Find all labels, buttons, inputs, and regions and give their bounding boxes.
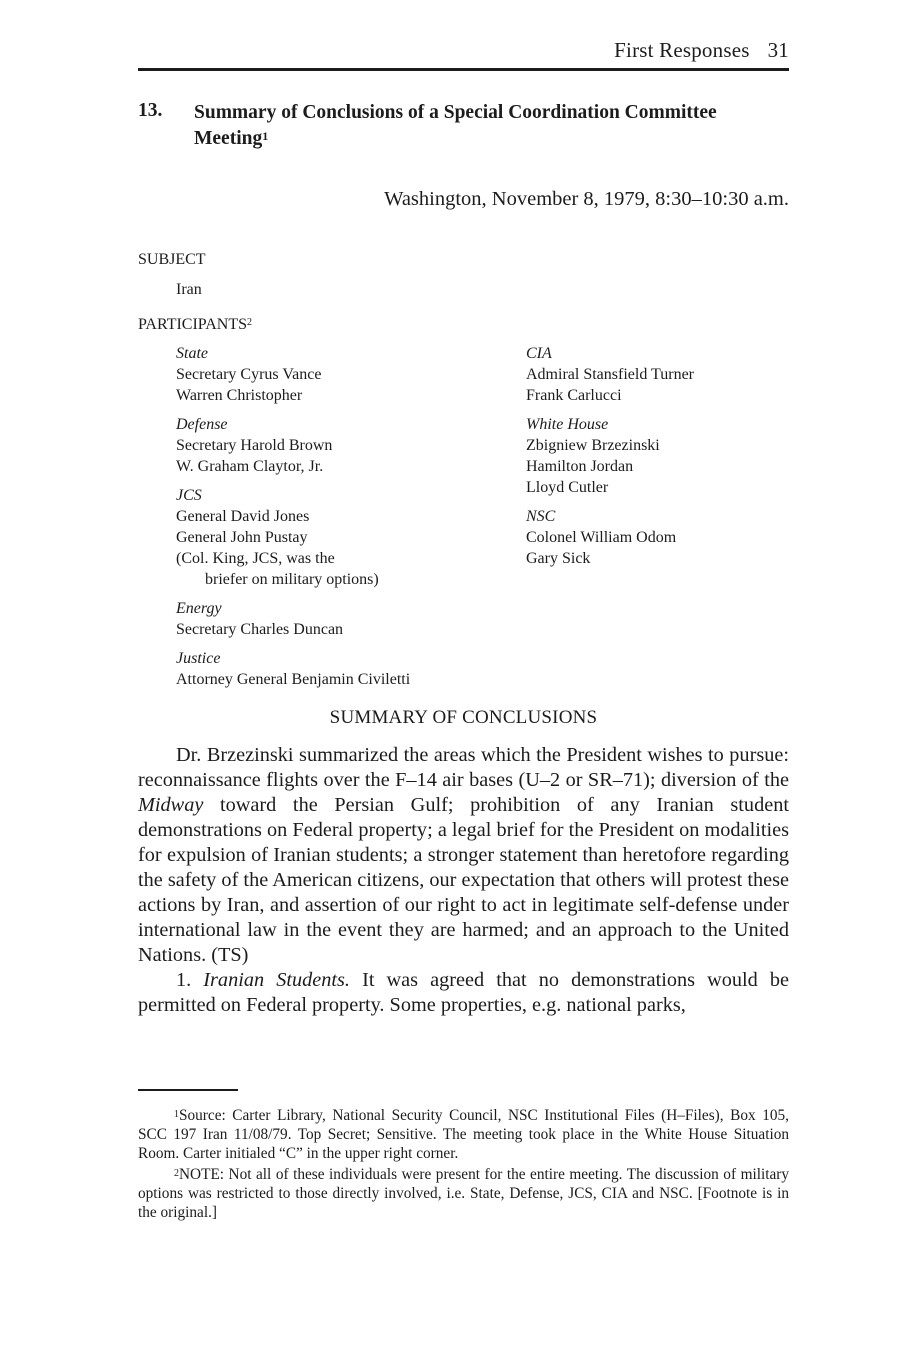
subject-value: Iran [176, 281, 202, 298]
participant-note: briefer on military options) [205, 571, 379, 588]
footnote [138, 1165, 789, 1222]
participant-group-jcs [176, 485, 506, 590]
participant-group-defense [176, 414, 506, 477]
footnote-marker: 1 [174, 1109, 179, 1120]
participants-label-text: PARTICIPANTS [138, 316, 248, 333]
document-page [138, 0, 789, 1351]
participant-group-white-house [526, 414, 789, 498]
participant-name: Lloyd Cutler [526, 479, 609, 496]
item-number: 1. [176, 969, 204, 991]
agency-label: Energy [176, 600, 222, 617]
paragraph [138, 968, 789, 1018]
participant-name: General David Jones [176, 508, 310, 525]
footnote [138, 1106, 789, 1163]
agency-label: NSC [526, 508, 556, 525]
document-title-text: Summary of Conclusions of a Special Coordination Committee Meeting [194, 102, 717, 149]
agency-label: State [176, 345, 208, 362]
participants-label [138, 314, 252, 335]
participant-name: Gary Sick [526, 550, 591, 567]
participant-name: Colonel William Odom [526, 529, 677, 546]
participant-name: Secretary Harold Brown [176, 437, 333, 454]
participant-note: (Col. King, JCS, was the [176, 550, 335, 567]
running-head-section: First Responses [614, 38, 750, 62]
participants-left-column [176, 343, 506, 698]
page-number: 31 [767, 38, 789, 62]
subject-label: SUBJECT [138, 251, 206, 268]
item-heading: Iranian Students. [203, 969, 350, 991]
participant-group-energy [176, 598, 506, 640]
document-title [194, 100, 734, 152]
paragraph-text: Dr. Brzezinski summarized the areas which the President wishes to pursue: reconnaissance flights over the F–14 air bases (U–2 or SR–71); diversion of the [138, 744, 789, 791]
footnote-rule [138, 1089, 238, 1091]
body-text [138, 743, 789, 1018]
agency-label: White House [526, 416, 609, 433]
participant-name: Secretary Cyrus Vance [176, 366, 322, 383]
footnotes [138, 1106, 789, 1224]
paragraph-text: toward the Persian Gulf; prohibition of any Iranian student demonstrations on Federal property; a legal brief for the President on modalities for expulsion of Iranian students; a stronger statement than heretofore regarding the safety of the American citizens, our expectation that others will protest these actions by Iran, and assertion of our right to act in legitimate self-defense under international law in the event they are harmed; and an approach to the United Nations. (TS) [138, 794, 789, 966]
participant-name: Warren Christopher [176, 387, 303, 404]
participant-name: Admiral Stansfield Turner [526, 366, 694, 383]
agency-label: Justice [176, 650, 221, 667]
participants-footnote-ref[interactable]: 2 [247, 317, 253, 328]
header-rule [138, 68, 789, 71]
footnote-marker: 2 [174, 1168, 179, 1179]
participant-name: Zbigniew Brzezinski [526, 437, 660, 454]
summary-heading: SUMMARY OF CONCLUSIONS [329, 707, 598, 728]
participant-name: W. Graham Claytor, Jr. [176, 458, 324, 475]
paragraph-text: It was agreed that no demonstrations would be permitted on Federal property. Some properties, e.g. national parks, [138, 969, 789, 1016]
dateline: Washington, November 8, 1979, 8:30–10:30 a.m. [384, 188, 789, 210]
agency-label: Defense [176, 416, 228, 433]
participant-group-nsc [526, 506, 789, 569]
participant-name: Frank Carlucci [526, 387, 622, 404]
participant-group-state [176, 343, 506, 406]
ship-name: Midway [138, 794, 204, 816]
participant-name: General John Pustay [176, 529, 308, 546]
participant-group-justice [176, 648, 506, 690]
agency-label: CIA [526, 345, 552, 362]
paragraph [138, 743, 789, 968]
running-head [614, 38, 789, 63]
footnote-text: NOTE: Not all of these individuals were present for the entire meeting. The discussion of military options was restricted to those directly involved, i.e. State, Defense, JCS, CIA and NSC. [Footnote is in the original.] [138, 1166, 789, 1221]
participant-name: Attorney General Benjamin Civiletti [176, 671, 411, 688]
title-footnote-ref[interactable]: 1 [262, 129, 269, 143]
participant-name: Secretary Charles Duncan [176, 621, 344, 638]
footnote-text: Source: Carter Library, National Security Council, NSC Institutional Files (H–Files), Box 105, SCC 197 Iran 11/08/79. Top Secret; Sensitive. The meeting took place in the White House Situation Room. Carter initialed “C” in the upper right corner. [138, 1107, 789, 1162]
participant-group-cia [526, 343, 789, 406]
participant-name: Hamilton Jordan [526, 458, 634, 475]
agency-label: JCS [176, 487, 202, 504]
document-number: 13. [138, 100, 163, 121]
participants-right-column [526, 343, 789, 577]
